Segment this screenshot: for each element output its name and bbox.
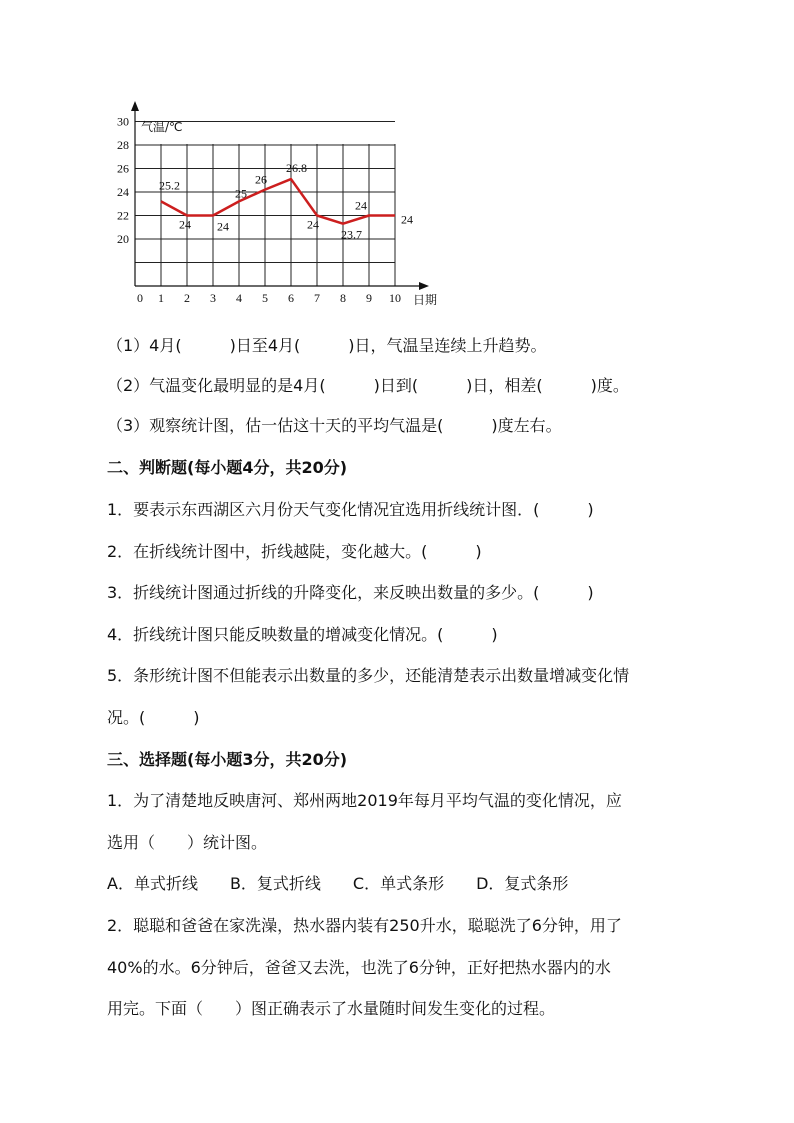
y-tick-label: 20 (117, 232, 129, 246)
y-tick-label: 26 (117, 161, 129, 176)
choice-item-2-cont2: 用完。下面（ ）图正确表示了水量随时间发生变化的过程。 (107, 999, 556, 1018)
temperature-line-chart (105, 95, 465, 320)
choice-item-1-cont: 选用（ ）统计图。 (107, 833, 268, 852)
chart-data-labels (159, 161, 413, 242)
section-2-heading: 二、判断题(每小题4分，共20分) (107, 458, 348, 477)
data-label: 23.7 (341, 227, 362, 242)
judge-item-1: 1．要表示东西湖区六月份天气变化情况宜选用折线统计图．( ) (107, 500, 594, 519)
y-tick-label: 28 (117, 138, 129, 152)
x-tick-label: 8 (340, 291, 346, 305)
x-axis-label: 日期 (413, 293, 438, 307)
data-label: 24 (401, 212, 413, 227)
section-3-heading: 三、选择题(每小题3分，共20分) (107, 750, 348, 769)
x-tick-label: 4 (236, 291, 242, 305)
choice-item-1-options: A．单式折线 B．复式折线 C．单式条形 D．复式条形 (107, 874, 569, 893)
x-tick-label: 1 (158, 291, 164, 305)
question-1-1: （1）4月( )日至4月( )日，气温呈连续上升趋势。 (107, 336, 547, 355)
question-1-3: （3）观察统计图，估一估这十天的平均气温是( )度左右。 (107, 416, 562, 435)
judge-item-5: 5．条形统计图不但能表示出数量的多少，还能清楚表示出数量增减变化情 (107, 666, 630, 685)
judge-item-2: 2．在折线统计图中，折线越陡，变化越大。( ) (107, 542, 482, 561)
x-tick-label: 6 (288, 291, 294, 305)
y-tick-label: 22 (117, 208, 129, 223)
judge-item-4: 4．折线统计图只能反映数量的增减变化情况。( ) (107, 625, 498, 644)
y-tick-label: 30 (117, 114, 129, 129)
x-tick-label: 10 (389, 291, 401, 305)
choice-item-2: 2．聪聪和爸爸在家洗澡，热水器内装有250升水，聪聪洗了6分钟，用了 (107, 916, 622, 935)
x-tick-label: 7 (314, 291, 320, 305)
x-axis-arrow (419, 282, 429, 290)
data-label: 24 (179, 217, 191, 232)
y-tick-label: 24 (117, 185, 129, 199)
judge-item-5-cont: 况。( ) (107, 708, 200, 727)
data-label: 24 (307, 217, 319, 232)
x-tick-label: 9 (366, 291, 372, 305)
question-1-2: （2）气温变化最明显的是4月( )日到( )日，相差( )度。 (107, 376, 629, 395)
data-label: 24 (217, 219, 229, 234)
data-label: 24 (355, 198, 367, 213)
data-label: 26 (255, 172, 267, 187)
data-label: 25 (235, 186, 247, 201)
x-tick-label: 3 (210, 291, 216, 305)
x-tick-label: 0 (137, 291, 143, 305)
choice-item-2-cont: 40%的水。6分钟后，爸爸又去洗，也洗了6分钟，正好把热水器内的水 (107, 958, 611, 977)
data-label: 26.8 (286, 161, 307, 176)
y-axis-label: 气温/℃ (141, 120, 183, 134)
judge-item-3: 3．折线统计图通过折线的升降变化，来反映出数量的多少。( ) (107, 583, 594, 602)
data-label: 25.2 (159, 178, 180, 193)
x-tick-label: 2 (184, 291, 190, 305)
y-axis-arrow (131, 101, 139, 111)
x-tick-label: 5 (262, 291, 268, 305)
choice-item-1: 1．为了清楚地反映唐河、郑州两地2019年每月平均气温的变化情况，应 (107, 791, 622, 810)
